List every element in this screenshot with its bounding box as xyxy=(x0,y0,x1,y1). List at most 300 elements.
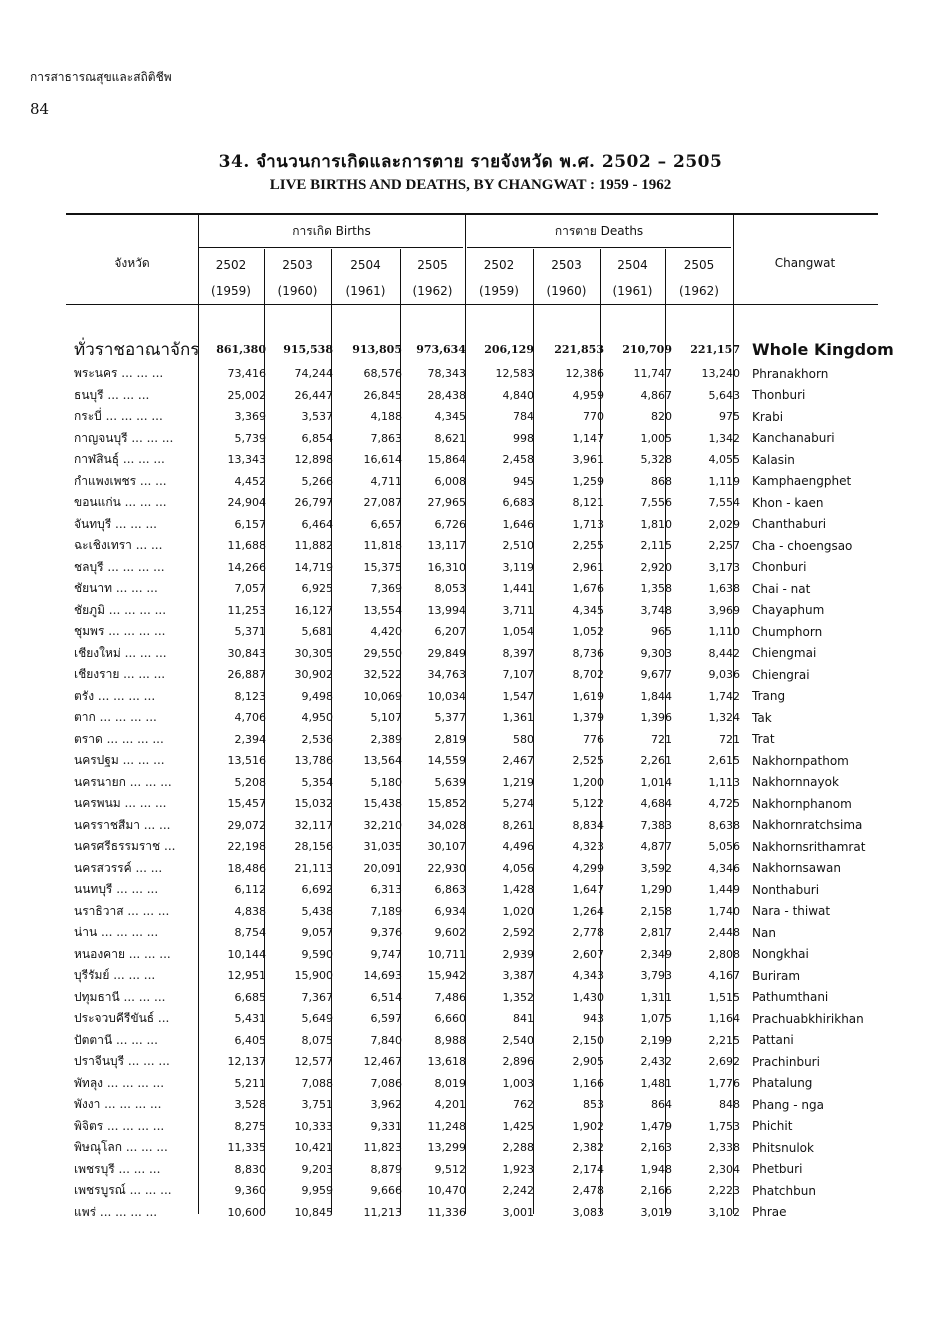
deaths-1959: 1,923 xyxy=(502,1162,534,1176)
table-row xyxy=(66,1137,902,1159)
deaths-1962: 2,808 xyxy=(708,947,740,961)
births-1961: 6,514 xyxy=(370,990,402,1004)
deaths-1959: 2,510 xyxy=(502,539,534,553)
deaths-1962: 2,215 xyxy=(708,1033,740,1047)
changwat-english: Prachuabkhirikhan xyxy=(752,1011,864,1026)
changwat-english: Kamphaengphet xyxy=(752,474,852,489)
deaths-1959: 1,054 xyxy=(502,625,534,639)
births-1960: 30,305 xyxy=(294,646,333,660)
changwat-thai: บุรีรัมย์ ... ... ... xyxy=(74,968,156,983)
births-1961: 10,069 xyxy=(363,689,402,703)
births-1959: 11,335 xyxy=(227,1141,266,1155)
changwat-english: Chonburi xyxy=(752,560,807,575)
deaths-1959: 1,441 xyxy=(502,582,534,596)
deaths-1961: 1,396 xyxy=(640,711,672,725)
deaths-1961: 4,877 xyxy=(640,840,672,854)
table-row xyxy=(66,664,902,686)
deaths-1962: 4,167 xyxy=(708,969,740,983)
births-1959: 12,951 xyxy=(227,969,266,983)
births-1961: 4,711 xyxy=(370,474,402,488)
births-1960: 9,959 xyxy=(301,1184,333,1198)
table-row xyxy=(66,514,902,536)
deaths-1960: 8,121 xyxy=(572,496,604,510)
changwat-thai: ทั่วราชอาณาจักร xyxy=(74,340,200,360)
deaths-1962: 1,119 xyxy=(708,474,740,488)
deaths-1961: 1,948 xyxy=(640,1162,672,1176)
deaths-1961: 2,432 xyxy=(640,1055,672,1069)
table-row xyxy=(66,1202,902,1224)
births-1960: 32,117 xyxy=(294,818,333,832)
deaths-1960: 1,264 xyxy=(572,904,604,918)
deaths-1961: 2,115 xyxy=(640,539,672,553)
deaths-1961: 868 xyxy=(651,474,672,488)
deaths-1960: 1,052 xyxy=(572,625,604,639)
deaths-1961: 2,199 xyxy=(640,1033,672,1047)
deaths-1961: 3,793 xyxy=(640,969,672,983)
changwat-english: Nakhornphanom xyxy=(752,796,852,811)
deaths-1959: 1,020 xyxy=(502,904,534,918)
table-row xyxy=(66,815,902,837)
changwat-thai: ชัยภูมิ ... ... ... ... xyxy=(74,602,167,617)
births-1960: 9,057 xyxy=(301,926,333,940)
changwat-english: Phranakhorn xyxy=(752,366,829,381)
births-1959: 25,002 xyxy=(227,388,266,402)
births-1959: 73,416 xyxy=(227,367,266,381)
table-row xyxy=(66,965,902,987)
births-1959: 29,072 xyxy=(227,818,266,832)
deaths-1960: 2,174 xyxy=(572,1162,604,1176)
births-1962: 13,618 xyxy=(427,1055,466,1069)
table-row xyxy=(66,449,902,471)
deaths-1960: 5,122 xyxy=(572,797,604,811)
deaths-1960: 2,255 xyxy=(572,539,604,553)
births-1962: 15,942 xyxy=(427,969,466,983)
table-row xyxy=(66,793,902,815)
births-1959: 6,157 xyxy=(234,517,266,531)
table-row xyxy=(66,987,902,1009)
deaths-1959: 945 xyxy=(513,474,534,488)
births-1959: 10,144 xyxy=(227,947,266,961)
deaths-1962: 1,515 xyxy=(708,990,740,1004)
changwat-thai: พังงา ... ... ... ... xyxy=(74,1097,162,1112)
births-1959: 10,600 xyxy=(227,1205,266,1219)
births-1960: 10,421 xyxy=(294,1141,333,1155)
changwat-english: Nakhornsawan xyxy=(752,861,841,876)
births-1961: 5,107 xyxy=(370,711,402,725)
deaths-1961: 2,349 xyxy=(640,947,672,961)
births-1962: 16,310 xyxy=(427,560,466,574)
table-row xyxy=(66,1030,902,1052)
deaths-1959: 2,458 xyxy=(502,453,534,467)
changwat-thai: ตรัง ... ... ... ... xyxy=(74,688,156,703)
changwat-thai: กำแพงเพชร ... ... xyxy=(74,473,167,488)
births-1961: 7,863 xyxy=(370,431,402,445)
births-1959: 13,343 xyxy=(227,453,266,467)
changwat-english: Nakhornratchsima xyxy=(752,818,863,833)
deaths-1962: 2,615 xyxy=(708,754,740,768)
deaths-1959: 1,219 xyxy=(502,775,534,789)
deaths-1959: 998 xyxy=(513,431,534,445)
deaths-1960: 1,147 xyxy=(572,431,604,445)
births-1962: 10,470 xyxy=(427,1184,466,1198)
births-1962: 34,763 xyxy=(427,668,466,682)
changwat-english: Phatalung xyxy=(752,1076,813,1091)
deaths-1960: 1,259 xyxy=(572,474,604,488)
changwat-thai: ฉะเชิงเทรา ... ... xyxy=(74,538,163,553)
deaths-1962: 5,056 xyxy=(708,840,740,854)
births-1961: 7,840 xyxy=(370,1033,402,1047)
deaths-1959: 2,288 xyxy=(502,1141,534,1155)
changwat-thai: ขอนแก่น ... ... ... xyxy=(74,495,167,510)
table-row xyxy=(66,858,902,880)
deaths-1960: 221,853 xyxy=(554,343,604,356)
deaths-1959: 5,274 xyxy=(502,797,534,811)
changwat-thai: พิจิตร ... ... ... ... xyxy=(74,1118,165,1133)
table-row xyxy=(66,1180,902,1202)
births-1959: 5,431 xyxy=(234,1012,266,1026)
deaths-1959: 1,428 xyxy=(502,883,534,897)
births-1960: 74,244 xyxy=(294,367,333,381)
births-1962: 28,438 xyxy=(427,388,466,402)
births-1960: 13,786 xyxy=(294,754,333,768)
changwat-thai: ธนบุรี ... ... ... xyxy=(74,387,150,402)
deaths-1962: 3,969 xyxy=(708,603,740,617)
births-1960: 28,156 xyxy=(294,840,333,854)
deaths-1959: 1,547 xyxy=(502,689,534,703)
deaths-1960: 1,713 xyxy=(572,517,604,531)
changwat-thai: นครราชสีมา ... ... xyxy=(74,817,171,832)
births-1961: 32,210 xyxy=(363,818,402,832)
deaths-1959: 841 xyxy=(513,1012,534,1026)
deaths-1959: 3,711 xyxy=(502,603,534,617)
deaths-1960: 1,676 xyxy=(572,582,604,596)
births-1960: 30,902 xyxy=(294,668,333,682)
births-1960: 3,751 xyxy=(301,1098,333,1112)
deaths-1961: 1,311 xyxy=(640,990,672,1004)
deaths-1962: 1,740 xyxy=(708,904,740,918)
deaths-1961: 4,684 xyxy=(640,797,672,811)
deaths-1960: 776 xyxy=(583,732,604,746)
births-1962: 13,117 xyxy=(427,539,466,553)
deaths-1959: 8,261 xyxy=(502,818,534,832)
births-1962: 6,934 xyxy=(434,904,466,918)
births-1960: 8,075 xyxy=(301,1033,333,1047)
births-1959: 15,457 xyxy=(227,797,266,811)
deaths-1962: 2,223 xyxy=(708,1184,740,1198)
births-1961: 11,818 xyxy=(363,539,402,553)
deaths-1959: 2,467 xyxy=(502,754,534,768)
table-row xyxy=(66,643,902,665)
births-group-header: การเกิด Births xyxy=(292,224,371,238)
changwat-thai: ตราด ... ... ... ... xyxy=(74,731,164,746)
deaths-1962: 8,638 xyxy=(708,818,740,832)
changwat-english: Nara - thiwat xyxy=(752,904,831,919)
births-1960: 3,537 xyxy=(301,410,333,424)
births-1959: 6,112 xyxy=(234,883,266,897)
births-1962: 78,343 xyxy=(427,367,466,381)
births-1961: 29,550 xyxy=(363,646,402,660)
births-1960: 10,845 xyxy=(294,1205,333,1219)
births-1959: 11,688 xyxy=(227,539,266,553)
deaths-1962: 2,257 xyxy=(708,539,740,553)
births-1959: 9,360 xyxy=(234,1184,266,1198)
deaths-1962: 5,643 xyxy=(708,388,740,402)
table-row xyxy=(66,600,902,622)
births-1960: 5,266 xyxy=(301,474,333,488)
deaths-1960: 8,702 xyxy=(572,668,604,682)
births-1961: 5,180 xyxy=(370,775,402,789)
changwat-english: Prachinburi xyxy=(752,1054,820,1069)
year-ad-header: (1959) xyxy=(479,284,519,298)
changwat-english: Pattani xyxy=(752,1033,794,1048)
table-row xyxy=(66,621,902,643)
deaths-1961: 7,383 xyxy=(640,818,672,832)
deaths-1960: 1,902 xyxy=(572,1119,604,1133)
births-1961: 6,657 xyxy=(370,517,402,531)
table-row xyxy=(66,750,902,772)
deaths-1959: 12,583 xyxy=(495,367,534,381)
deaths-1959: 4,056 xyxy=(502,861,534,875)
deaths-1960: 2,778 xyxy=(572,926,604,940)
deaths-1960: 3,083 xyxy=(572,1205,604,1219)
deaths-1961: 1,481 xyxy=(640,1076,672,1090)
births-1960: 26,797 xyxy=(294,496,333,510)
table-row xyxy=(66,428,902,450)
deaths-1961: 820 xyxy=(651,410,672,424)
deaths-1960: 2,525 xyxy=(572,754,604,768)
deaths-1959: 4,840 xyxy=(502,388,534,402)
changwat-thai: นราธิวาส ... ... ... xyxy=(74,903,170,918)
table-row xyxy=(66,557,902,579)
births-1959: 30,843 xyxy=(227,646,266,660)
births-1959: 3,369 xyxy=(234,410,266,424)
deaths-1961: 1,075 xyxy=(640,1012,672,1026)
births-1962: 4,345 xyxy=(434,410,466,424)
births-1961: 6,313 xyxy=(370,883,402,897)
deaths-1959: 6,683 xyxy=(502,496,534,510)
births-1961: 6,597 xyxy=(370,1012,402,1026)
deaths-1961: 2,817 xyxy=(640,926,672,940)
table-row xyxy=(66,922,902,944)
changwat-english: Phatchbun xyxy=(752,1183,816,1198)
deaths-1960: 4,299 xyxy=(572,861,604,875)
changwat-english: Phetburi xyxy=(752,1162,803,1177)
births-1960: 6,925 xyxy=(301,582,333,596)
deaths-1960: 4,343 xyxy=(572,969,604,983)
changwat-english: Phitsnulok xyxy=(752,1140,814,1155)
deaths-1962: 2,338 xyxy=(708,1141,740,1155)
births-1961: 9,747 xyxy=(370,947,402,961)
deaths-1961: 864 xyxy=(651,1098,672,1112)
deaths-1962: 1,164 xyxy=(708,1012,740,1026)
group-rule-deaths xyxy=(467,247,731,248)
births-1959: 3,528 xyxy=(234,1098,266,1112)
births-1959: 6,405 xyxy=(234,1033,266,1047)
births-1962: 27,965 xyxy=(427,496,466,510)
deaths-1960: 4,345 xyxy=(572,603,604,617)
year-ad-header: (1962) xyxy=(679,284,719,298)
deaths-1959: 762 xyxy=(513,1098,534,1112)
deaths-1962: 2,029 xyxy=(708,517,740,531)
changwat-header-thai: จังหวัด xyxy=(114,256,150,270)
year-be-header: 2502 xyxy=(215,258,247,272)
deaths-1959: 8,397 xyxy=(502,646,534,660)
table-title-english: LIVE BIRTHS AND DEATHS, BY CHANGWAT : 1959 - 1962 xyxy=(269,177,672,193)
deaths-1961: 7,556 xyxy=(640,496,672,510)
deaths-1962: 975 xyxy=(719,410,740,424)
births-1962: 15,852 xyxy=(427,797,466,811)
births-1961: 9,666 xyxy=(370,1184,402,1198)
deaths-1961: 2,261 xyxy=(640,754,672,768)
changwat-thai: ชลบุรี ... ... ... ... xyxy=(74,559,165,574)
deaths-1962: 221,157 xyxy=(690,343,740,356)
table-row xyxy=(66,879,902,901)
births-1962: 10,034 xyxy=(427,689,466,703)
deaths-1960: 2,382 xyxy=(572,1141,604,1155)
births-1960: 6,464 xyxy=(301,517,333,531)
changwat-english: Cha - choengsao xyxy=(752,538,853,553)
year-be-header: 2505 xyxy=(417,258,448,272)
births-1960: 26,447 xyxy=(294,388,333,402)
births-1960: 12,898 xyxy=(294,453,333,467)
deaths-1960: 1,379 xyxy=(572,711,604,725)
deaths-1960: 2,961 xyxy=(572,560,604,574)
changwat-english: Chanthaburi xyxy=(752,517,827,532)
births-1959: 13,516 xyxy=(227,754,266,768)
changwat-english: Trang xyxy=(752,689,786,704)
births-1961: 9,376 xyxy=(370,926,402,940)
deaths-1961: 9,677 xyxy=(640,668,672,682)
year-ad-header: (1961) xyxy=(345,284,386,298)
changwat-english: Phichit xyxy=(752,1119,793,1134)
deaths-1962: 3,102 xyxy=(708,1205,740,1219)
table-row xyxy=(66,1008,902,1030)
deaths-1959: 3,387 xyxy=(502,969,534,983)
table-row xyxy=(66,686,902,708)
births-1961: 3,962 xyxy=(370,1098,402,1112)
changwat-thai: นนทบุรี ... ... ... xyxy=(74,882,159,897)
deaths-1959: 1,425 xyxy=(502,1119,534,1133)
table-row xyxy=(66,385,902,407)
deaths-1960: 770 xyxy=(583,410,604,424)
deaths-1962: 1,449 xyxy=(708,883,740,897)
table-row xyxy=(66,1159,902,1181)
changwat-thai: กระบี่ ... ... ... ... xyxy=(74,409,163,424)
deaths-1962: 3,173 xyxy=(708,560,740,574)
deaths-1960: 2,478 xyxy=(572,1184,604,1198)
deaths-1961: 1,005 xyxy=(640,431,672,445)
births-1960: 16,127 xyxy=(294,603,333,617)
changwat-english: Chiengmai xyxy=(752,646,817,661)
deaths-1962: 2,448 xyxy=(708,926,740,940)
births-1960: 5,649 xyxy=(301,1012,333,1026)
births-1961: 20,091 xyxy=(363,861,402,875)
deaths-1962: 13,240 xyxy=(701,367,740,381)
births-1962: 973,634 xyxy=(416,343,466,356)
births-1960: 10,333 xyxy=(294,1119,333,1133)
table-row xyxy=(66,578,902,600)
births-1961: 15,375 xyxy=(363,560,402,574)
births-1962: 7,486 xyxy=(434,990,466,1004)
births-1961: 9,331 xyxy=(370,1119,402,1133)
births-1962: 2,819 xyxy=(434,732,466,746)
births-1961: 2,389 xyxy=(370,732,402,746)
deaths-1959: 3,001 xyxy=(502,1205,534,1219)
table-row xyxy=(66,729,902,751)
births-1961: 16,614 xyxy=(363,453,402,467)
births-1960: 915,538 xyxy=(283,343,333,356)
year-ad-header: (1959) xyxy=(211,284,251,298)
births-1959: 5,208 xyxy=(234,775,266,789)
deaths-1962: 4,725 xyxy=(708,797,740,811)
changwat-english: Kanchanaburi xyxy=(752,431,835,446)
table-row xyxy=(66,535,902,557)
births-deaths-table xyxy=(66,336,902,1223)
births-1962: 30,107 xyxy=(427,840,466,854)
changwat-thai: ปราจีนบุรี ... ... ... xyxy=(74,1054,170,1069)
deaths-1961: 1,479 xyxy=(640,1119,672,1133)
table-row xyxy=(66,1094,902,1116)
births-1959: 18,486 xyxy=(227,861,266,875)
births-1961: 4,420 xyxy=(370,625,402,639)
deaths-1960: 12,386 xyxy=(565,367,604,381)
changwat-english: Whole Kingdom xyxy=(752,340,894,359)
births-1960: 14,719 xyxy=(294,560,333,574)
births-1959: 8,275 xyxy=(234,1119,266,1133)
deaths-1961: 5,328 xyxy=(640,453,672,467)
deaths-1959: 2,242 xyxy=(502,1184,534,1198)
table-row xyxy=(66,772,902,794)
table-title-thai: 34. จำนวนการเกิดและการตาย รายจังหวัด พ.ศ. 2502 – 2505 xyxy=(218,152,723,172)
deaths-1962: 1,742 xyxy=(708,689,740,703)
deaths-1961: 965 xyxy=(651,625,672,639)
deaths-1960: 1,166 xyxy=(572,1076,604,1090)
births-1961: 7,189 xyxy=(370,904,402,918)
deaths-1962: 721 xyxy=(719,732,740,746)
births-1961: 27,087 xyxy=(363,496,402,510)
deaths-1960: 1,430 xyxy=(572,990,604,1004)
deaths-1962: 4,346 xyxy=(708,861,740,875)
births-1961: 13,564 xyxy=(363,754,402,768)
year-be-header: 2503 xyxy=(282,258,313,272)
births-1959: 8,123 xyxy=(234,689,266,703)
deaths-1961: 1,014 xyxy=(640,775,672,789)
deaths-1960: 3,961 xyxy=(572,453,604,467)
changwat-english: Nakhornnayok xyxy=(752,775,839,790)
deaths-1959: 3,119 xyxy=(502,560,534,574)
deaths-1960: 4,959 xyxy=(572,388,604,402)
changwat-thai: แพร่ ... ... ... ... xyxy=(74,1204,158,1219)
deaths-1959: 784 xyxy=(513,410,534,424)
changwat-header-english: Changwat xyxy=(774,256,836,270)
changwat-english: Kalasin xyxy=(752,452,795,467)
deaths-1959: 2,939 xyxy=(502,947,534,961)
deaths-1960: 1,200 xyxy=(572,775,604,789)
births-1962: 34,028 xyxy=(427,818,466,832)
table-row xyxy=(66,1116,902,1138)
deaths-1961: 3,019 xyxy=(640,1205,672,1219)
year-be-header: 2505 xyxy=(683,258,715,272)
changwat-thai: นครพนม ... ... ... xyxy=(74,796,167,811)
deaths-1961: 3,592 xyxy=(640,861,672,875)
deaths-1959: 206,129 xyxy=(484,343,534,356)
births-1961: 32,522 xyxy=(363,668,402,682)
births-1961: 7,086 xyxy=(370,1076,402,1090)
births-1960: 9,498 xyxy=(301,689,333,703)
year-ad-header: (1960) xyxy=(546,284,587,298)
table-row xyxy=(66,406,902,428)
changwat-thai: นครนายก ... ... ... xyxy=(74,774,172,789)
